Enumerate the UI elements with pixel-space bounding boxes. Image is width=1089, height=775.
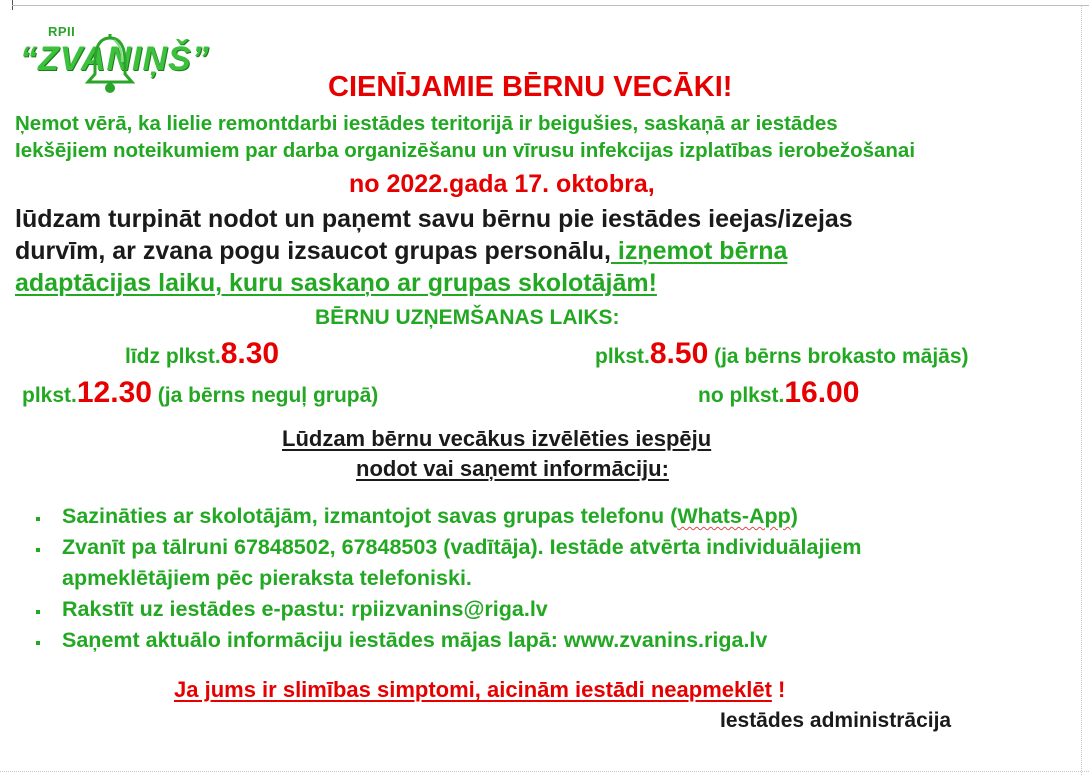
bullet-icon	[36, 641, 40, 645]
schedule-note: (ja bērns neguļ grupā)	[151, 384, 379, 407]
intro-line-1: Ņemot vērā, ka lielie remontdarbi iestādes teritorijā ir beigušies, saskaņā ar iestādes	[15, 112, 838, 135]
option-text: Rakstīt uz iestādes e-pastu: rpiizvanins@riga.lv	[62, 597, 548, 621]
schedule-note: (ja bērns brokasto mājās)	[708, 345, 969, 368]
warning-mark: !	[771, 677, 786, 702]
schedule-time: 16.00	[784, 376, 860, 409]
schedule-item	[698, 376, 859, 410]
signature: Iestādes administrācija	[720, 709, 952, 732]
option-continuation-text: apmeklētājiem pēc pieraksta telefoniski.	[62, 566, 472, 590]
paragraph-line-2-text: durvīm, ar zvana pogu izsaucot grupas personālu,	[15, 237, 611, 265]
paragraph-line-1: lūdzam turpināt nodot un paņemt savu bērnu pie iestādes ieejas/izejas	[15, 205, 853, 233]
page-border-top	[12, 5, 1089, 6]
option-tail: )	[790, 504, 798, 528]
schedule-title: BĒRNU UZŅEMŠANAS LAIKS:	[315, 306, 620, 329]
warning-text: Ja jums ir slimības simptomi, aicinām iestādi neapmeklēt	[174, 677, 772, 702]
symptoms-warning	[174, 677, 785, 703]
schedule-prefix: plkst.	[595, 345, 650, 368]
effective-date: no 2022.gada 17. oktobra,	[349, 170, 655, 198]
schedule-time: 8.30	[220, 337, 280, 370]
page-title: CIENĪJAMIE BĒRNU VECĀKI!	[328, 71, 733, 103]
schedule-prefix: plkst.	[22, 384, 77, 407]
adaptation-exception-end: adaptācijas laiku, kuru saskaņo ar grupas skolotājām!	[15, 269, 657, 297]
option-text: Saņemt aktuālo informāciju iestādes mājas lapā: www.zvanins.riga.lv	[62, 628, 768, 652]
adaptation-exception-start: izņemot bērna	[610, 237, 788, 265]
schedule-time: 8.50	[649, 337, 709, 370]
logo-name: “ZVANIŅŠ”	[20, 40, 210, 78]
schedule-item	[22, 376, 378, 410]
option-text: Zvanīt pa tālruni 67848502, 67848503 (vadītāja). Iestāde atvērta individuālajiem	[62, 535, 862, 559]
page-border-bottom	[0, 771, 1089, 772]
schedule-time: 12.30	[76, 376, 152, 409]
paragraph-line-2	[15, 237, 787, 266]
page-border-right	[1081, 5, 1082, 775]
option-text: Sazināties ar skolotājām, izmantojot savas grupas telefonu (	[62, 504, 678, 528]
bullet-icon	[36, 517, 40, 521]
bullet-icon	[36, 548, 40, 552]
schedule-item	[125, 337, 279, 371]
option-spellcheck-word: Whats-App	[677, 504, 791, 528]
bell-icon	[84, 34, 136, 96]
schedule-prefix: no plkst.	[698, 384, 785, 407]
logo	[20, 20, 230, 98]
schedule-prefix: līdz plkst.	[125, 345, 221, 368]
logo-small-text: RPII	[48, 24, 76, 39]
schedule-item	[595, 337, 969, 371]
request-line-1: Lūdzam bērnu vecākus izvēlēties iespēju	[282, 426, 712, 451]
request-line-2: nodot vai saņemt informāciju:	[356, 456, 669, 481]
list-item-text	[62, 504, 798, 529]
bullet-icon	[36, 610, 40, 614]
intro-line-2: Iekšējiem noteikumiem par darba organizēšanu un vīrusu infekcijas izplatības ierobežošanai	[15, 139, 916, 162]
